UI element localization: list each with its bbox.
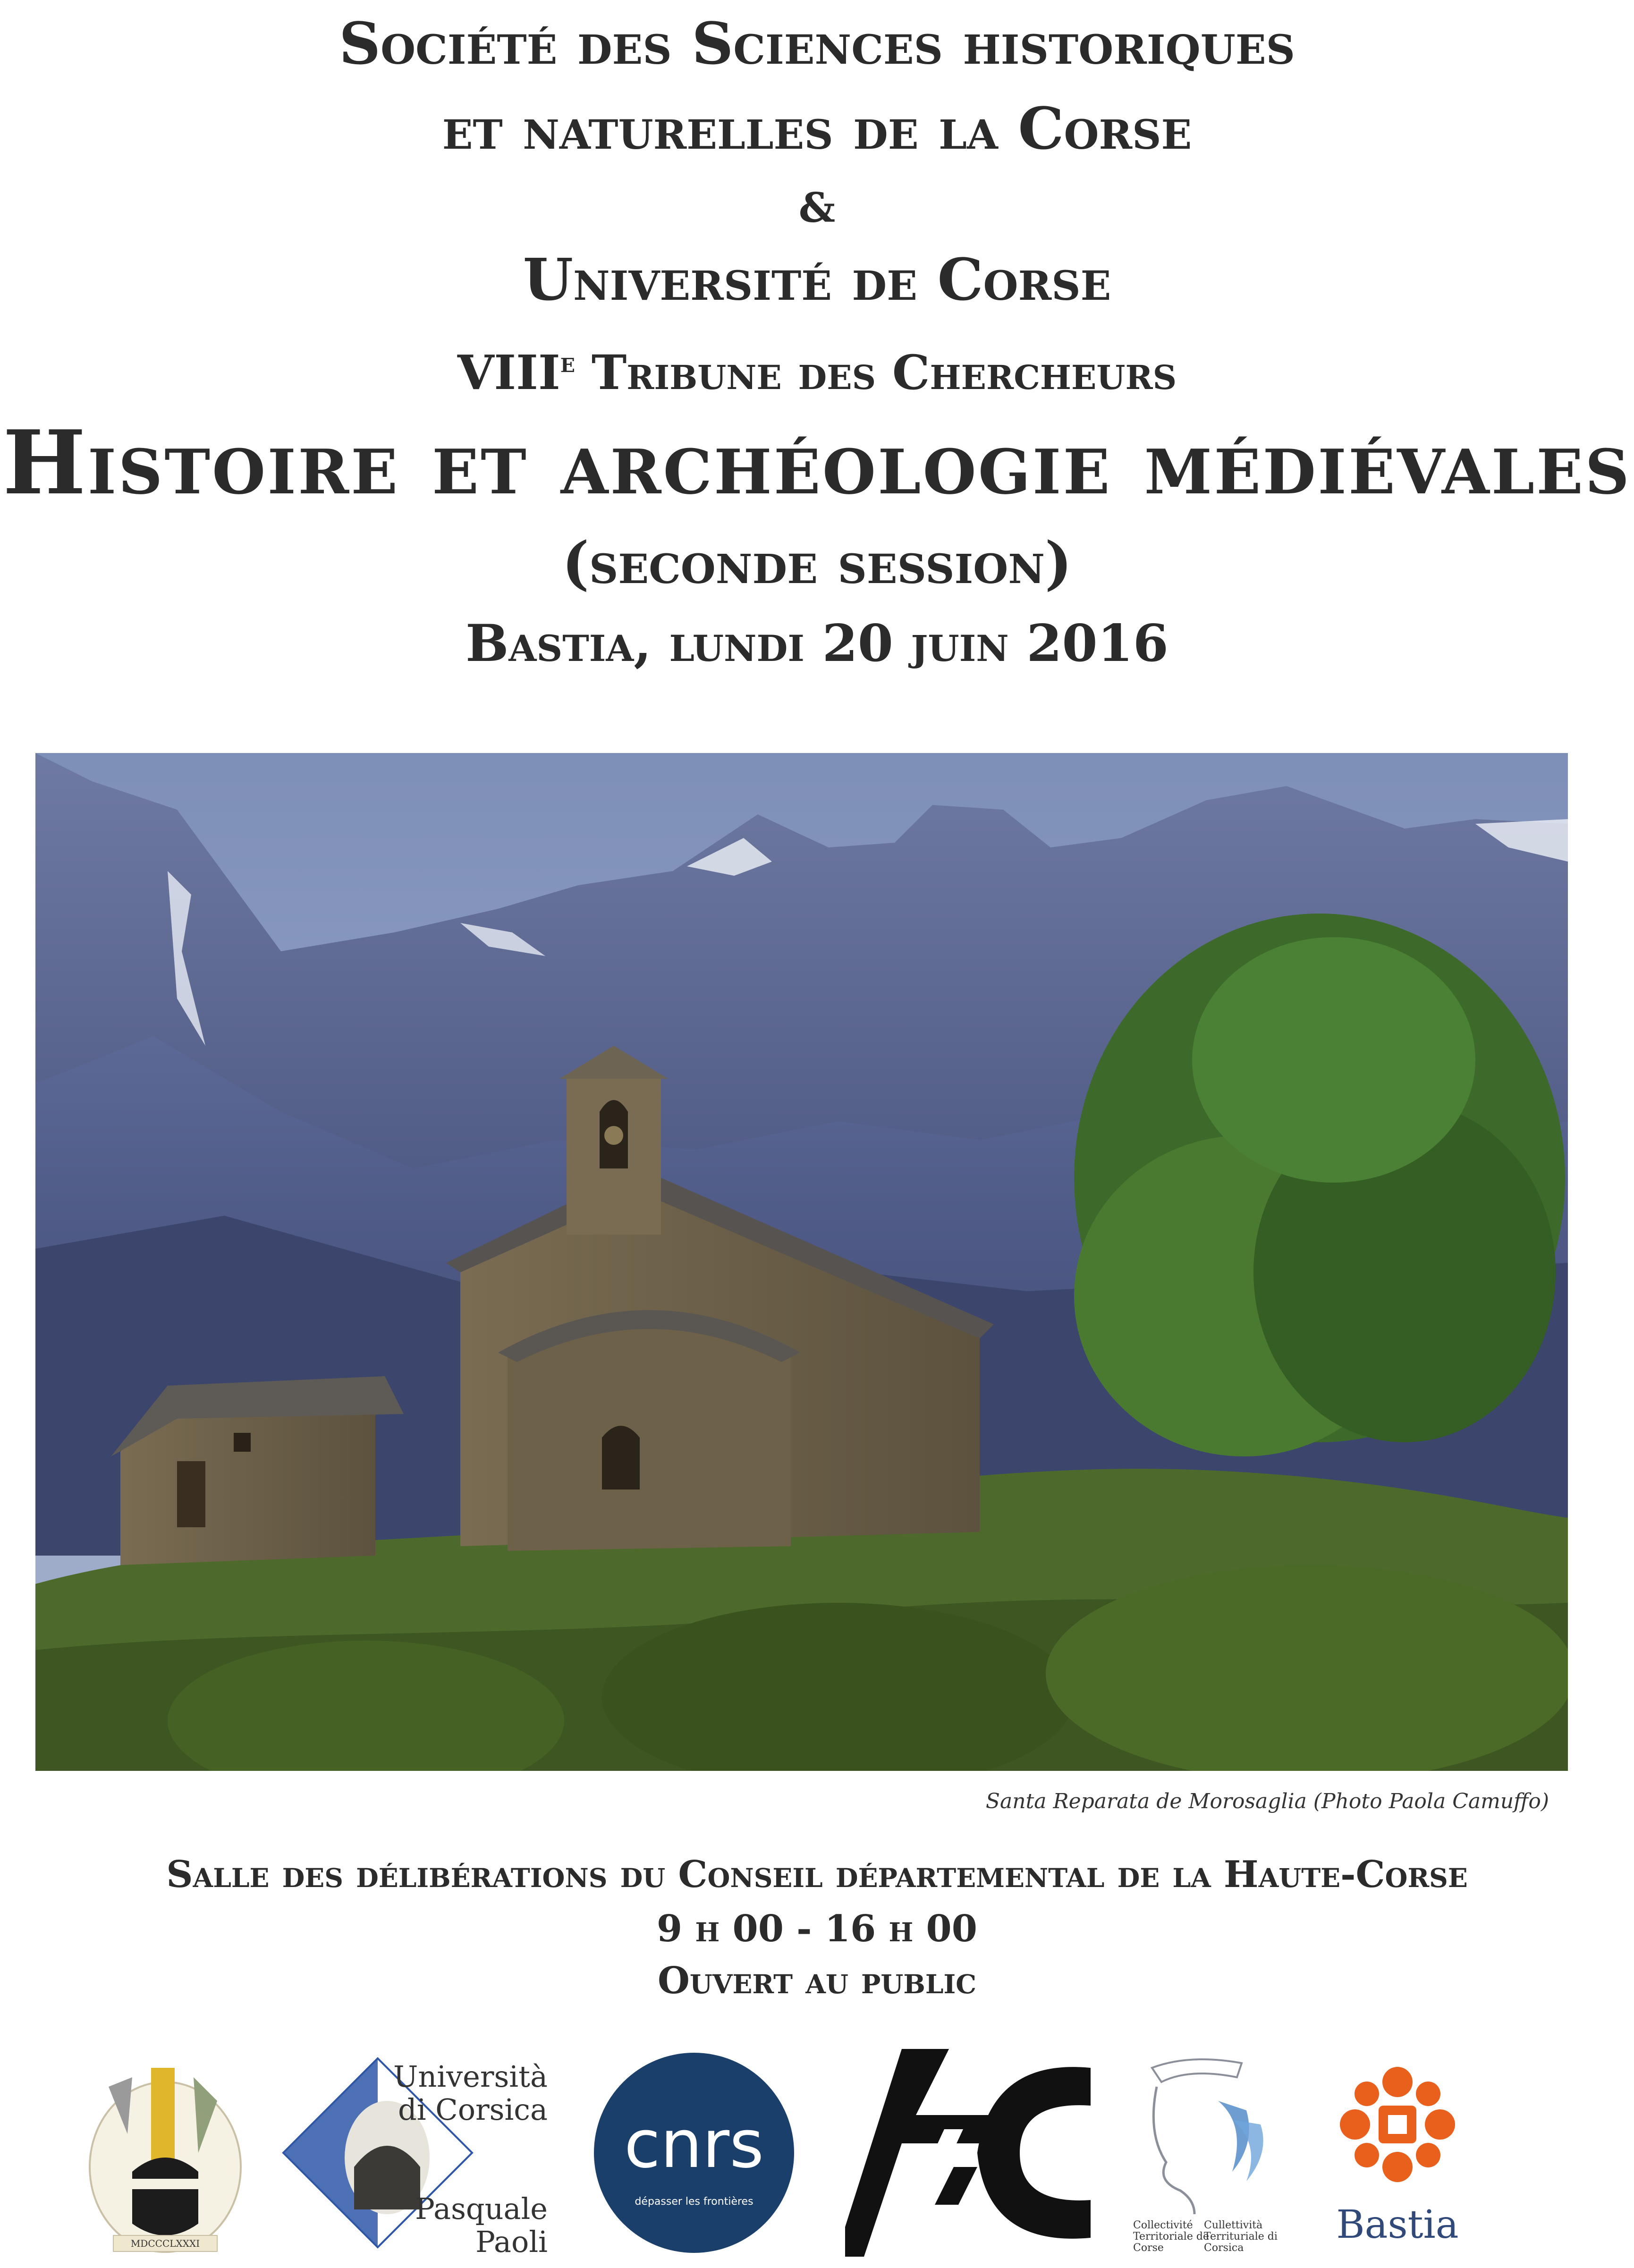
ampersand: &	[798, 184, 836, 232]
society-year: MDCCCLXXXI	[130, 2238, 200, 2249]
moor-head-icon	[132, 2158, 198, 2235]
fc-logo	[845, 2049, 1091, 2257]
venue-place: Salle des délibérations du Conseil départemental de la Haute-Corse	[166, 1853, 1468, 1896]
sponsor-logos	[0, 2049, 1634, 2261]
bell	[604, 1126, 623, 1145]
tower-icon	[151, 2068, 175, 2172]
bastia-logo	[1322, 2049, 1473, 2257]
univ-line-2: di Corsica	[398, 2092, 548, 2127]
bastia-wordmark: Bastia	[1336, 2202, 1459, 2247]
fc-letter-c	[977, 2067, 1091, 2239]
ctc-fr-3: Corse	[1133, 2242, 1164, 2254]
photo-caption: Santa Reparata de Morosaglia (Photo Paola Camuffo)	[985, 1789, 1549, 1813]
society-emblem-logo	[80, 2049, 250, 2257]
venue-hours: 9 h 00 - 16 h 00	[656, 1907, 978, 1950]
ctc-co-1: Cullettività	[1204, 2219, 1263, 2231]
apse	[508, 1315, 791, 1551]
venue-access: Ouvert au public	[657, 1959, 977, 2002]
window-shutter	[177, 1461, 205, 1527]
tree-foliage	[1192, 937, 1475, 1183]
cnrs-logo	[590, 2049, 798, 2257]
tribune-line	[0, 345, 1634, 400]
apse-window	[602, 1426, 640, 1489]
event-title: Histoire et archéologie médiévales	[2, 411, 1632, 514]
tribune-superscript: e	[560, 347, 575, 379]
univ-line-3: Pasquale	[415, 2192, 548, 2226]
organizer-line-3: Université de Corse	[523, 245, 1111, 313]
flame-icon	[1218, 2101, 1249, 2172]
cnrs-tagline: dépasser les frontières	[635, 2196, 754, 2208]
univ-line-1: Università	[393, 2059, 548, 2094]
collectivite-territoriale-logo	[1124, 2049, 1279, 2257]
ctc-fr-2: Territoriale de	[1133, 2231, 1209, 2243]
headband-outline	[1152, 2059, 1242, 2082]
tribune-roman: VIII	[457, 345, 560, 400]
window	[234, 1433, 251, 1452]
universita-di-corsica-logo	[279, 2049, 552, 2257]
event-subtitle: (seconde session)	[562, 529, 1072, 597]
church-photo	[35, 753, 1568, 1771]
organizer-line-2: et naturelles de la Corse	[442, 94, 1192, 162]
ctc-fr-1: Collectivité	[1133, 2219, 1193, 2231]
cnrs-wordmark: cnrs	[624, 2106, 764, 2183]
church-landscape-illustration	[35, 753, 1568, 1771]
organizer-line-1: Société des Sciences historiques	[339, 9, 1295, 77]
ctc-co-3: Corsica	[1204, 2242, 1244, 2254]
event-date: Bastia, lundi 20 juin 2016	[466, 614, 1168, 673]
ctc-co-2: Territuriale di	[1204, 2231, 1278, 2243]
profile-outline	[1153, 2087, 1194, 2214]
univ-line-4: Paoli	[475, 2225, 548, 2257]
tribune-rest: Tribune des Chercheurs	[575, 345, 1177, 400]
